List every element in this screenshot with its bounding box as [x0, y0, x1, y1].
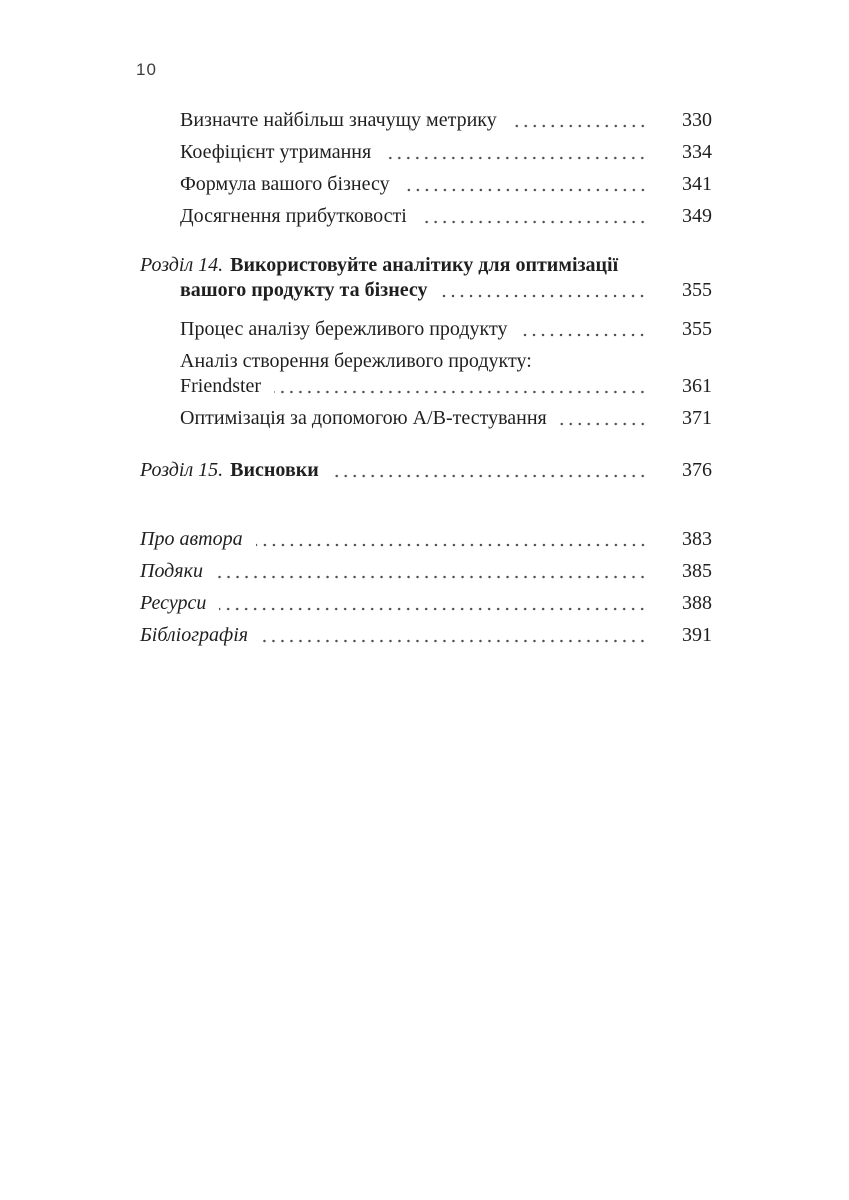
toc-entry-page: 371 [682, 407, 712, 429]
toc-entry [140, 317, 712, 342]
toc-entry-label: Процес аналізу бережливого продукту [180, 318, 508, 340]
toc-backmatter-entry [140, 527, 712, 552]
toc-entry [140, 108, 712, 133]
toc-entry-page: 376 [682, 459, 712, 481]
dot-leader [520, 333, 647, 337]
toc-entry-label-cont: Friendster [180, 375, 262, 397]
toc-chapter-line1 [140, 253, 712, 278]
toc-entry-label: Визначте найбільш значущу метрику [180, 109, 497, 131]
toc-chapter-title: Висновки [230, 459, 319, 481]
toc-entry-page: 334 [682, 141, 712, 163]
toc-entry-label: Оптимізація за допомогою A/B-тестування [180, 407, 547, 429]
toc-entry [140, 172, 712, 197]
dot-leader [420, 220, 647, 224]
toc-entry-page: 388 [682, 592, 712, 614]
toc-entry-page: 330 [682, 109, 712, 131]
toc-chapter-entry [140, 253, 712, 303]
table-of-contents [140, 108, 712, 655]
toc-chapter-prefix: Розділ 15. [140, 459, 224, 481]
toc-chapter-line2 [140, 278, 712, 303]
dot-leader [510, 124, 647, 128]
toc-entry-page: 391 [682, 624, 712, 646]
toc-chapter-title: Використовуйте аналітику для оптимізації [230, 254, 619, 276]
dot-leader [560, 422, 647, 426]
toc-entry-page: 355 [682, 279, 712, 301]
toc-entry-label: Подяки [140, 560, 203, 582]
toc-entry [140, 406, 712, 431]
toc-entry-label: Коефіцієнт утримання [180, 141, 372, 163]
toc-entry-label: Ресурси [140, 592, 207, 614]
toc-entry-label: Формула вашого бізнесу [180, 173, 390, 195]
toc-entry [140, 140, 712, 165]
toc-entry-twoline [140, 349, 712, 399]
dot-leader [256, 543, 647, 547]
toc-chapter-prefix: Розділ 14. [140, 254, 224, 276]
dot-leader [440, 294, 647, 298]
toc-backmatter-entry [140, 591, 712, 616]
dot-leader [332, 474, 647, 478]
toc-chapter-entry [140, 458, 712, 483]
dot-leader [403, 188, 647, 192]
dot-leader [219, 607, 647, 611]
dot-leader [274, 390, 647, 394]
toc-entry-page: 383 [682, 528, 712, 550]
toc-entry-label: Про автора [140, 528, 243, 550]
toc-entry-page: 355 [682, 318, 712, 340]
toc-entry-page: 349 [682, 205, 712, 227]
toc-backmatter-entry [140, 623, 712, 648]
toc-chapter-title-cont: вашого продукту та бізнесу [180, 279, 428, 301]
toc-backmatter-entry [140, 559, 712, 584]
dot-leader [384, 156, 647, 160]
toc-entry-page: 341 [682, 173, 712, 195]
toc-entry-label: Досягнення прибутковості [180, 205, 407, 227]
toc-entry-line1: Аналіз створення бережливого продукту: [180, 350, 532, 372]
toc-entry-label: Бібліографія [140, 624, 249, 646]
toc-entry-page: 385 [682, 560, 712, 582]
toc-entry [140, 204, 712, 229]
page-number: 10 [136, 60, 157, 79]
toc-entry-line2 [140, 374, 712, 399]
dot-leader [261, 639, 647, 643]
toc-entry-page: 361 [682, 375, 712, 397]
dot-leader [216, 575, 647, 579]
